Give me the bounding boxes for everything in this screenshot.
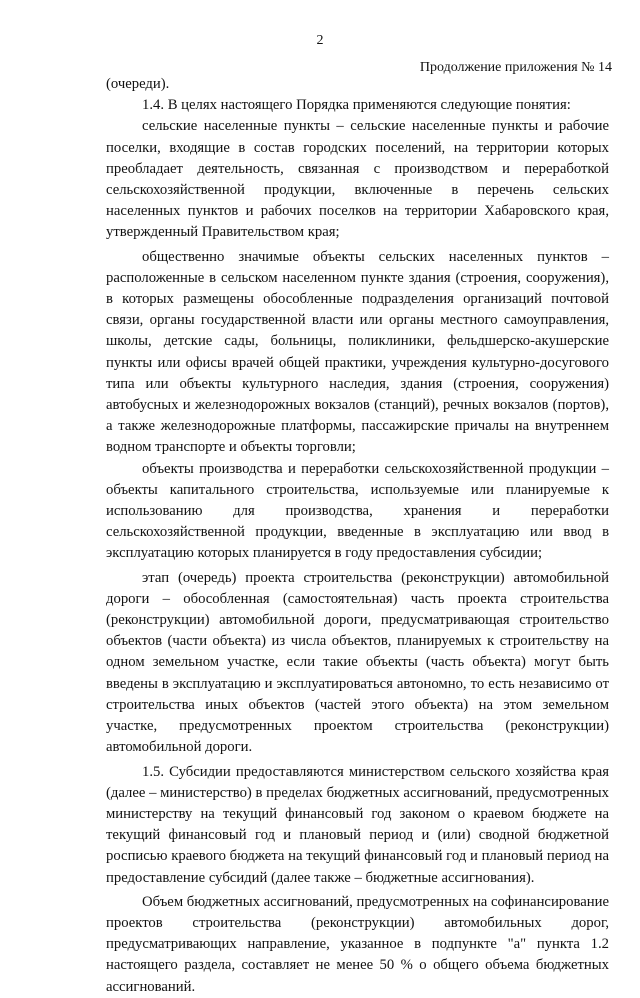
- paragraph-clause-1-4: 1.4. В целях настоящего Порядка применяются следующие понятия:: [142, 97, 571, 114]
- paragraph-rural-settlements: сельские населенные пункты – сельские населенные пункты и рабочие поселки, входящие в состав городских поселений, на территории которых преобладает деятельность, связанная с производством и переработкой сельскохозяйственной продукции, включенные в перечень сельских населенных пунктов и рабочих поселков на территории Хабаровского края, утвержденный Правительством края;: [106, 118, 609, 241]
- paragraph-clause-1-5: 1.5. Субсидии предоставляются министерством сельского хозяйства края (далее – министерство) в пределах бюджетных ассигнований, предусмотренных министерству на текущий финансовый год законом о краевом бюджете на текущий финансовый год и плановый период и (или) сводной бюджетной росписью краевого бюджета на текущий финансовый год и плановый период на предоставление субсидий (далее также – бюджетные ассигнования).: [106, 763, 609, 886]
- page-number: 2: [316, 33, 324, 48]
- paragraph-budget-volume: Объем бюджетных ассигнований, предусмотренных на софинансирование проектов строительства (реконструкции) автомобильных дорог, предусматривающих направление, указанное в подпункте "а" пункта 1.2 настоящего раздела, составляет не менее 50 % о общего объема бюджетных ассигнований.: [106, 893, 609, 995]
- paragraph-production-objects: объекты производства и переработки сельскохозяйственной продукции – объекты капитального строительства, используемые или планируемые к использованию для производства, хранения и переработки сельскохозяйственной продукции, введенные в эксплуатацию или ввод в эксплуатацию которых планируется в году предоставления субсидии;: [106, 460, 609, 562]
- appendix-continuation-note: Продолжение приложения № 14: [419, 60, 612, 75]
- document-body: [106, 74, 609, 998]
- paragraph-continuation: (очереди).: [106, 76, 170, 92]
- paragraph-construction-stage: этап (очередь) проекта строительства (реконструкции) автомобильной дороги – обособленная (самостоятельная) часть проекта строительства (реконструкции) автомобильной дороги, предусматривающая строительство объектов (части объекта) из числа объектов, планируемых к строительству на одном земельном участке, если такие объекты (часть объекта) могут быть введены в эксплуатацию и эксплуатироваться автономно, то есть независимо от строительства иных объектов (частей этого объекта) на этом земельном участке, предусмотренных проектом строительства (реконструкции) автомобильной дороги.: [106, 569, 609, 756]
- paragraph-socially-significant-objects: общественно значимые объекты сельских населенных пунктов – расположенные в сельском населенном пункте здания (строения, сооружения), в которых размещены обособленные подразделения организаций почтовой связи, органы государственной власти или органы местного самоуправления, школы, детские сады, больницы, поликлиники, фельдшерско-акушерские пункты или офисы врачей общей практики, учреждения культурно-досугового типа или объекты культурного наследия, здания (строения, сооружения) автобусных и железнодорожных вокзалов (станций), речных вокзалов (портов), а также железнодорожные платформы, пассажирские причалы на внутреннем водном транспорте и объекты торговли;: [106, 248, 609, 456]
